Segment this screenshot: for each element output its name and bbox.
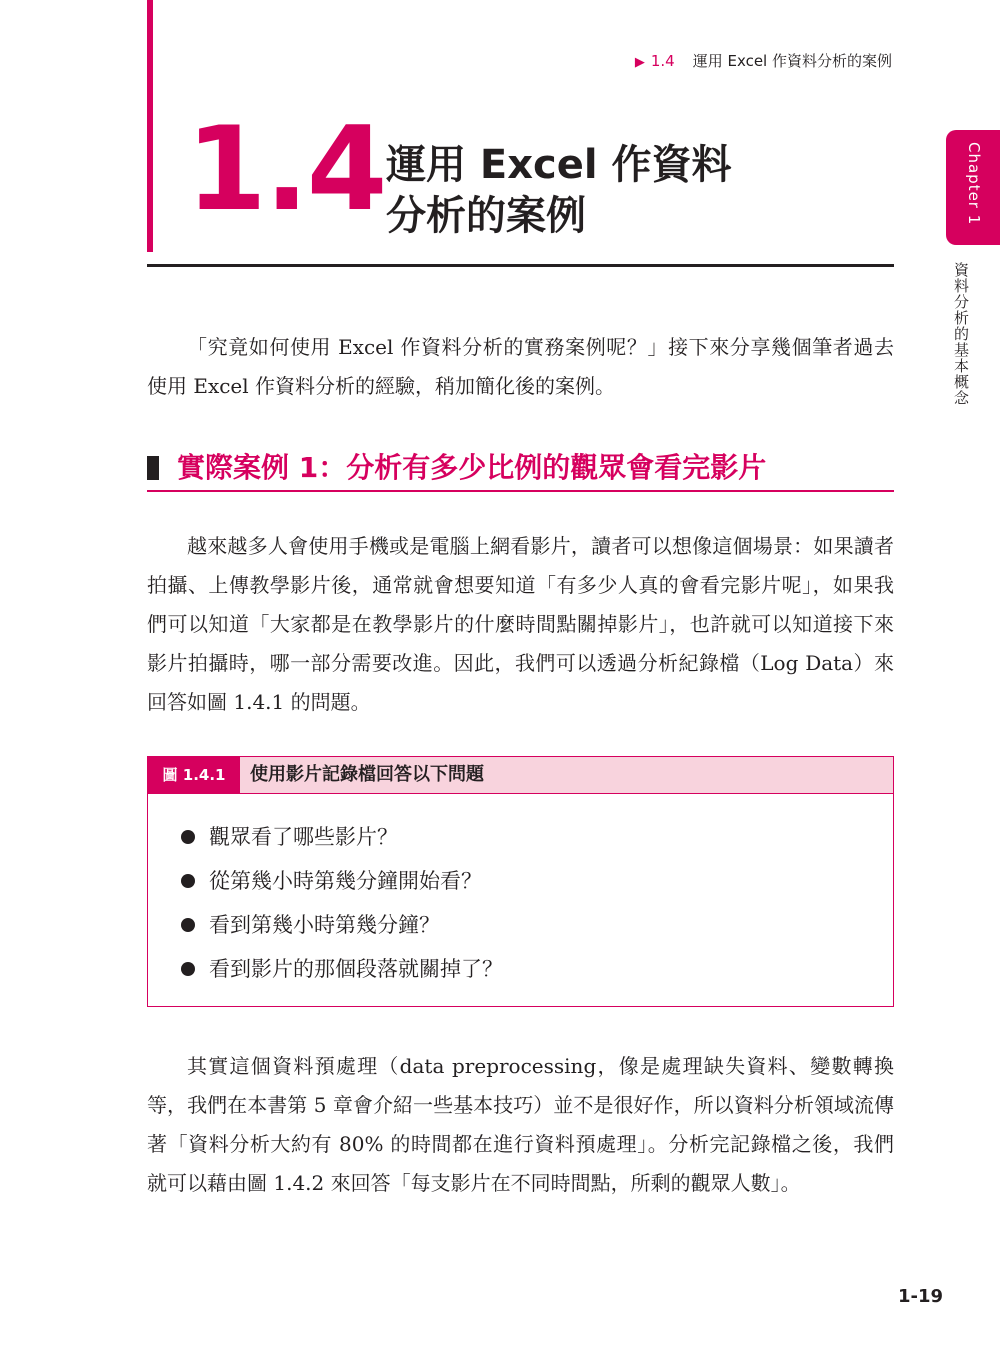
running-header-number: 1.4	[650, 52, 675, 70]
list-item: 從第幾小時第幾分鐘開始看？	[148, 859, 503, 903]
accent-bar	[147, 0, 153, 252]
section-title-line1: 運用 Excel 作資料	[386, 142, 732, 188]
running-header-title: 運用 Excel 作資料分析的案例	[692, 52, 892, 70]
running-header	[635, 50, 892, 71]
chapter-tab-label: Chapter 1	[965, 142, 983, 226]
figure-header	[148, 757, 893, 794]
section-number: 1.4	[186, 102, 386, 237]
heading-marker	[147, 456, 159, 480]
list-item: 觀眾看了哪些影片？	[148, 815, 503, 859]
list-item: 看到第幾小時第幾分鐘？	[148, 903, 503, 947]
body-paragraph-1: 越來越多人會使用手機或是電腦上網看影片，讀者可以想像這個場景：如果讀者拍攝、上傳教學影片後，通常就會想要知道「有多少人真的會看完影片呢」，如果我們可以知道「大家都是在教學影片的什麼時間點關掉影片」，也許就可以知道接下來影片拍攝時，哪一部分需要改進。因此，我們可以透過分析紀錄檔（Log Data）來回答如圖 1.4.1 的問題。	[147, 534, 894, 714]
chapter-tab	[946, 130, 1000, 245]
figure-label: 圖 1.4.1	[148, 757, 240, 793]
bullet-icon	[181, 918, 195, 932]
figure-title: 使用影片記錄檔回答以下問題	[250, 764, 484, 785]
case-heading	[147, 446, 894, 492]
intro-paragraph: 「究竟如何使用 Excel 作資料分析的實務案例呢？」接下來分享幾個筆者過去使用 Excel 作資料分析的經驗，稍加簡化後的案例。	[147, 335, 894, 398]
section-title-line2: 分析的案例	[386, 193, 586, 239]
title-rule	[147, 264, 894, 267]
figure-box	[147, 756, 894, 1007]
page-number: 1-19	[897, 1286, 943, 1307]
section-title	[386, 140, 866, 242]
body-paragraph-2: 其實這個資料預處理（data preprocessing，像是處理缺失資料、變數轉換等，我們在本書第 5 章會介紹一些基本技巧）並不是很好作，所以資料分析領域流傳著「資料分析大約有 80% 的時間都在進行資料預處理」。分析完記錄檔之後，我們就可以藉由圖 1.4.2 來回答「每支影片在不同時間點，所剩的觀眾人數」。	[147, 1054, 894, 1195]
list-item: 看到影片的那個段落就關掉了？	[148, 947, 503, 991]
bullet-icon	[181, 874, 195, 888]
triangle-icon: ▶	[634, 55, 645, 70]
chapter-name: 資料分析的基本概念	[952, 262, 970, 406]
figure-list	[148, 815, 503, 991]
bullet-icon	[181, 830, 195, 844]
case-heading-text: 實際案例 1：分析有多少比例的觀眾會看完影片	[177, 451, 767, 484]
bullet-icon	[181, 962, 195, 976]
